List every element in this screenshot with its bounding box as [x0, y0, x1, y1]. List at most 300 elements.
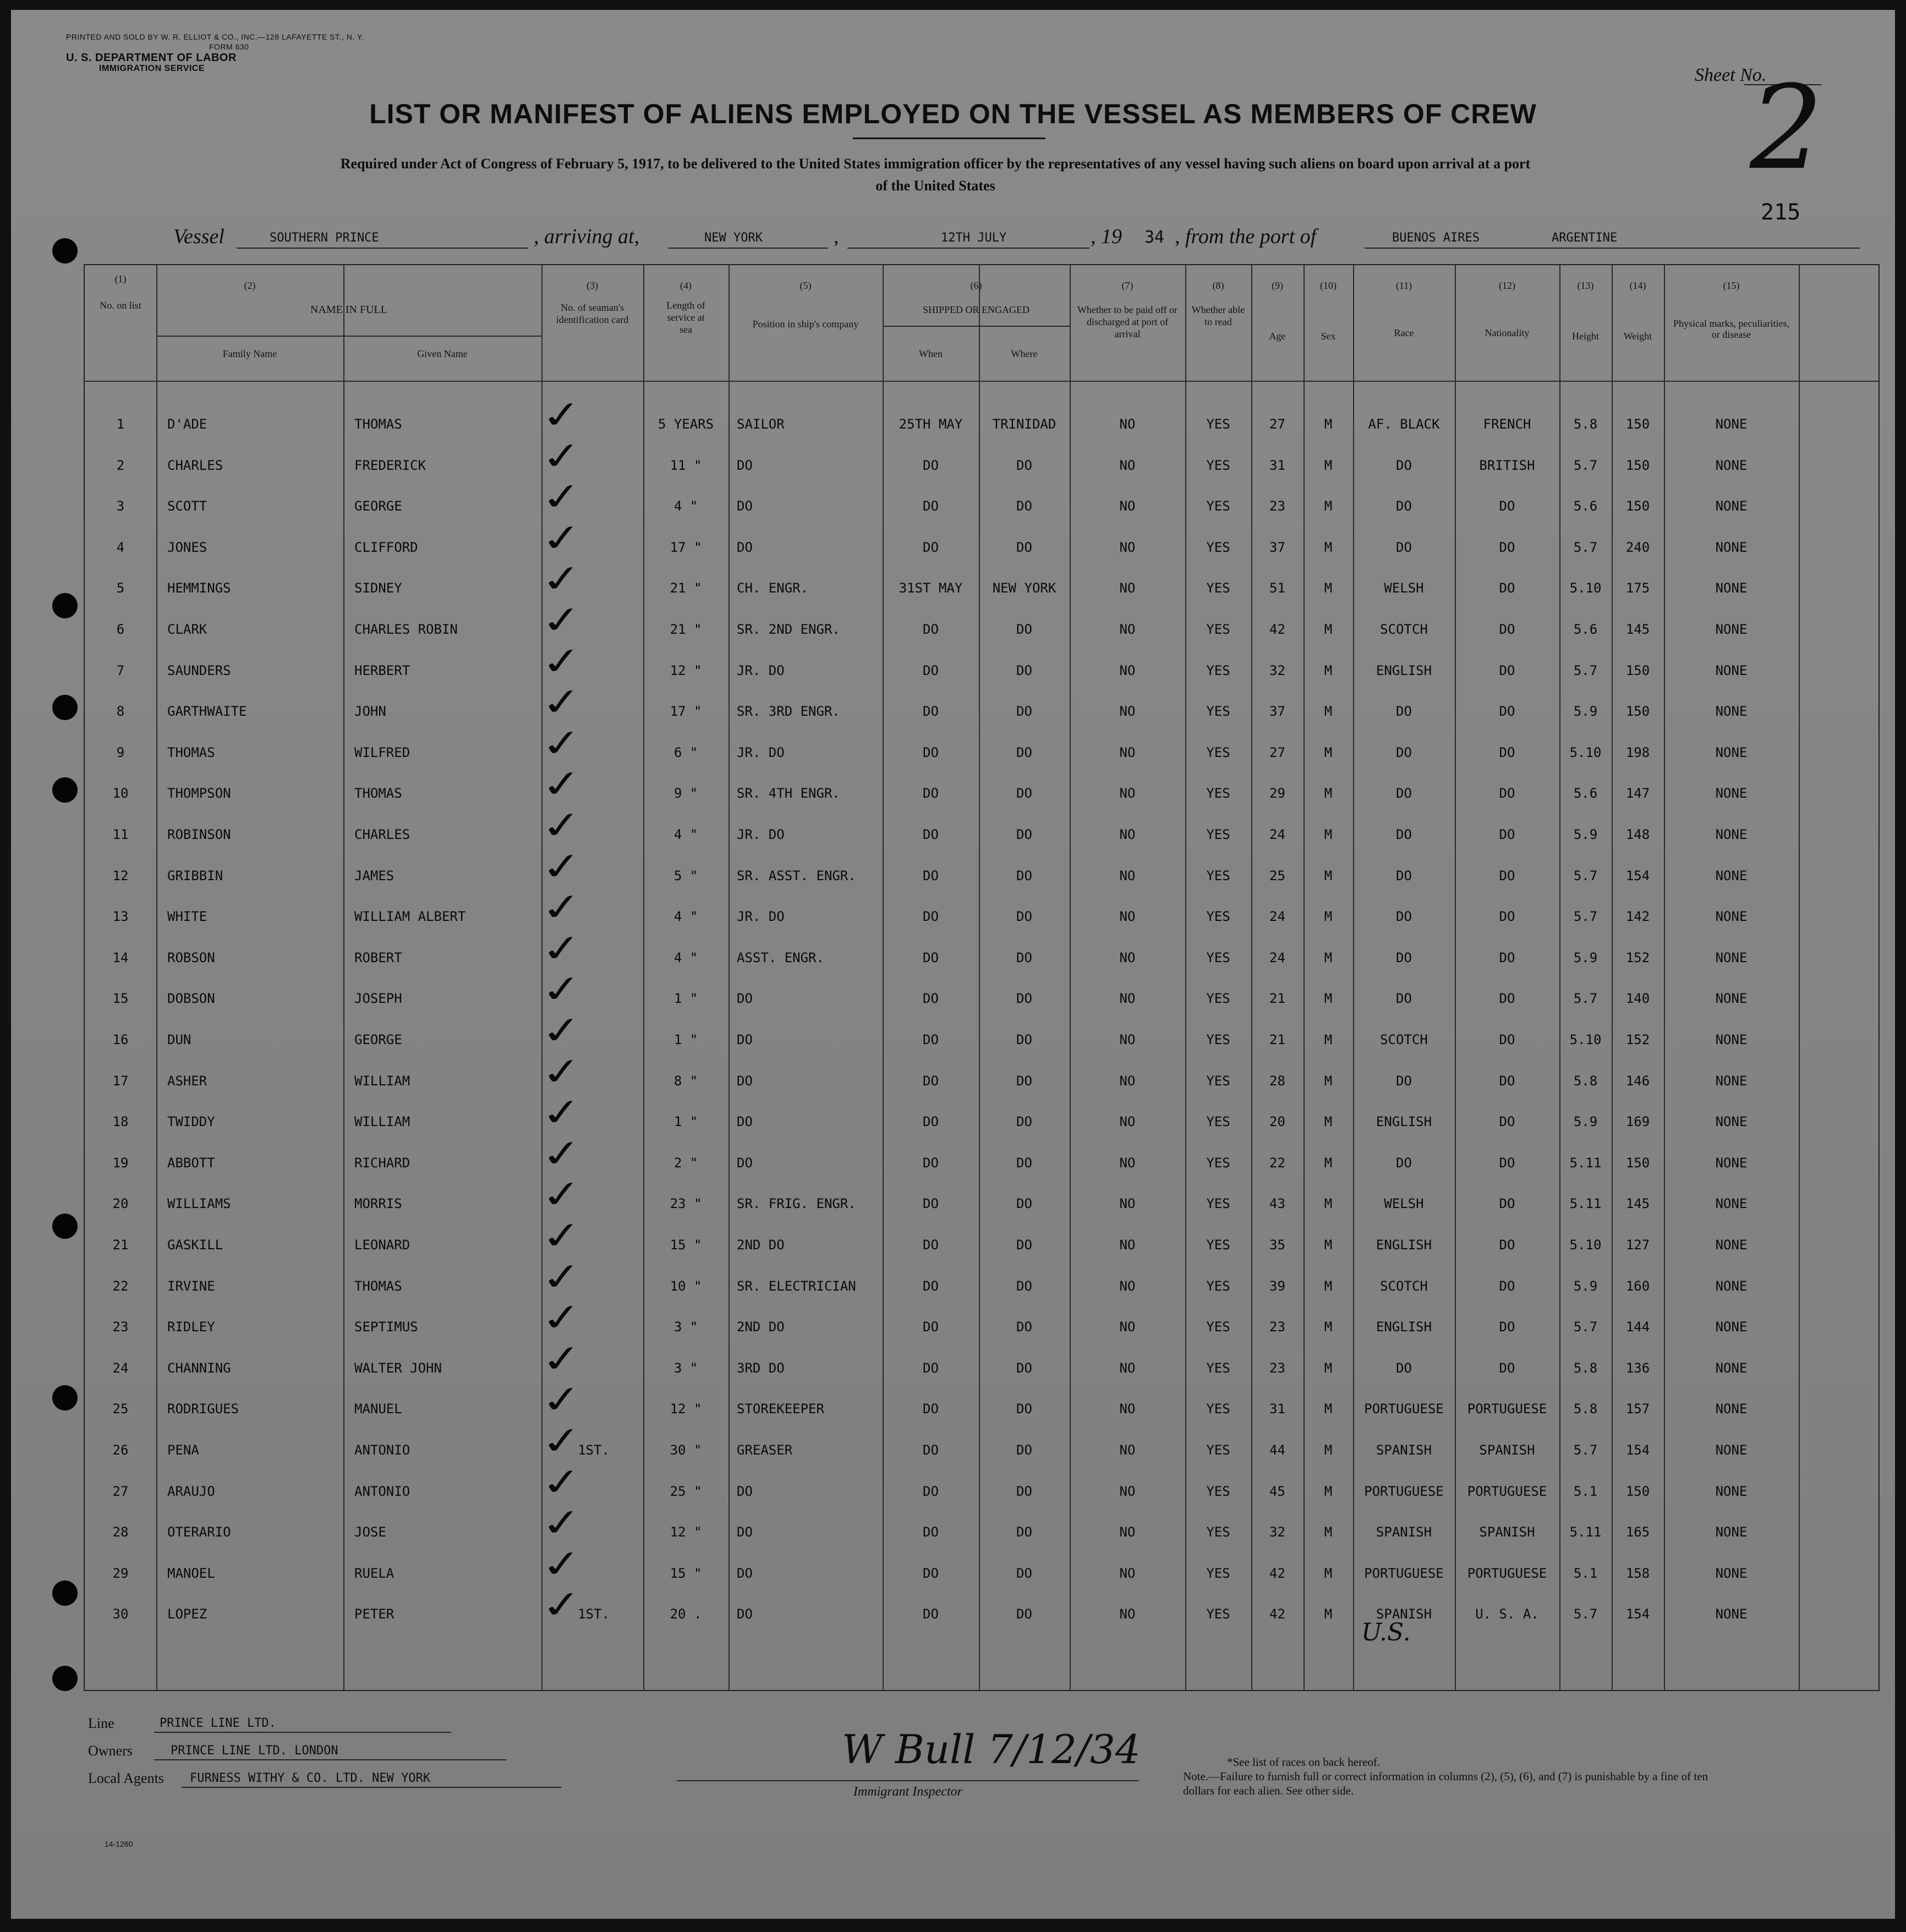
cell-nationality: U. S. A. [1475, 1606, 1539, 1622]
check-mark-icon: ✓ [538, 926, 585, 972]
cell-shipped-when: DO [923, 868, 939, 883]
cell-nationality: PORTUGUESE [1467, 1566, 1547, 1581]
cell-race: AF. BLACK [1368, 416, 1440, 432]
cell-shipped-when: DO [923, 991, 939, 1006]
cell-row-number: 11 [112, 827, 129, 842]
cell-service-length: 20 . [670, 1606, 702, 1622]
cell-shipped-when: DO [923, 1278, 939, 1294]
cell-nationality: DO [1499, 1360, 1515, 1376]
cell-family-name: DOBSON [167, 991, 215, 1006]
cell-able-to-read: YES [1206, 1606, 1230, 1622]
cell-shipped-where: DO [1016, 663, 1032, 678]
form-code: 14-1260 [105, 1840, 133, 1848]
cell-ship-position: SR. FRIG. ENGR. [737, 1196, 856, 1211]
col-14-number: (14) [1629, 280, 1646, 291]
cell-age: 43 [1269, 1196, 1285, 1211]
form-number: FORM 630 [209, 42, 249, 51]
cell-physical-marks: NONE [1715, 1319, 1748, 1335]
cell-height: 5.7 [1573, 458, 1598, 473]
cell-physical-marks: NONE [1715, 1360, 1748, 1376]
cell-family-name: GASKILL [167, 1237, 223, 1253]
cell-race: DO [1396, 786, 1412, 801]
cell-shipped-where: DO [1016, 1278, 1032, 1294]
cell-given-name: GEORGE [354, 1032, 402, 1047]
cell-age: 23 [1269, 1360, 1285, 1376]
cell-ship-position: DO [737, 1566, 753, 1581]
cell-shipped-when: DO [923, 1032, 939, 1047]
cell-physical-marks: NONE [1715, 704, 1748, 719]
cell-weight: 127 [1625, 1237, 1650, 1253]
cell-paid-off: NO [1119, 745, 1136, 760]
cell-physical-marks: NONE [1715, 1237, 1748, 1253]
cell-shipped-where: DO [1016, 1073, 1032, 1089]
cell-service-length: 11 " [670, 458, 702, 473]
cell-paid-off: NO [1119, 1566, 1136, 1581]
cell-nationality: DO [1499, 1155, 1515, 1171]
cell-given-name: JAMES [354, 868, 395, 883]
cell-shipped-where: NEW YORK [992, 580, 1056, 596]
cell-row-number: 9 [116, 745, 125, 760]
cell-weight: 152 [1625, 1032, 1650, 1047]
cell-nationality: DO [1499, 745, 1515, 760]
arrival-date-line [847, 248, 1089, 249]
cell-service-length: 12 " [670, 663, 702, 678]
from-port-line [1365, 248, 1860, 249]
cell-service-length: 3 " [673, 1360, 698, 1376]
cell-sex: M [1324, 540, 1333, 555]
cell-given-name: PETER [354, 1606, 395, 1622]
cell-height: 5.7 [1573, 540, 1598, 555]
cell-row-number: 13 [112, 909, 129, 924]
cell-service-length: 4 " [673, 498, 698, 514]
cell-sex: M [1324, 498, 1333, 514]
cell-nationality: DO [1499, 950, 1515, 965]
cell-family-name: CLARK [167, 622, 207, 637]
cell-sex: M [1324, 991, 1333, 1006]
line-field [88, 1715, 276, 1732]
cell-height: 5.10 [1569, 580, 1602, 596]
cell-height: 5.9 [1573, 950, 1598, 965]
cell-height: 5.1 [1573, 1566, 1598, 1581]
agents-value: FURNESS WITHY & CO. LTD. NEW YORK [190, 1771, 431, 1785]
cell-height: 5.6 [1573, 498, 1598, 514]
cell-shipped-where: DO [1016, 991, 1032, 1006]
cell-weight: 146 [1625, 1073, 1650, 1089]
cell-service-length: 2 " [673, 1155, 698, 1171]
cell-race: DO [1396, 868, 1412, 883]
cell-weight: 144 [1625, 1319, 1650, 1335]
cell-race: DO [1396, 745, 1412, 760]
cell-physical-marks: NONE [1715, 950, 1748, 965]
cell-weight: 142 [1625, 909, 1650, 924]
check-mark-icon: ✓ [538, 1213, 585, 1259]
check-mark-icon: ✓ [538, 392, 585, 438]
cell-race: DO [1396, 909, 1412, 924]
cell-given-name: ANTONIO [354, 1442, 410, 1458]
cell-shipped-where: TRINIDAD [992, 416, 1056, 432]
cell-service-length: 21 " [670, 622, 702, 637]
binder-hole [52, 238, 78, 264]
cell-shipped-where: DO [1016, 1606, 1032, 1622]
cell-height: 5.7 [1573, 909, 1598, 924]
cell-paid-off: NO [1119, 1155, 1136, 1171]
cell-shipped-where: DO [1016, 1566, 1032, 1581]
cell-paid-off: NO [1119, 1319, 1136, 1335]
check-mark-icon: ✓ [538, 1254, 585, 1300]
cell-shipped-where: DO [1016, 745, 1032, 760]
cell-ship-position: SR. 3RD ENGR. [737, 704, 840, 719]
cell-age: 20 [1269, 1114, 1285, 1129]
cell-family-name: CHARLES [167, 458, 223, 473]
cell-shipped-when: DO [923, 1155, 939, 1171]
cell-row-number: 1 [116, 416, 125, 432]
cell-given-name: RICHARD [354, 1155, 410, 1171]
cell-given-name: THOMAS [354, 786, 402, 801]
cell-sex: M [1324, 1237, 1333, 1253]
cell-ship-position: DO [737, 1073, 753, 1089]
from-port: BUENOS AIRES [1392, 231, 1480, 245]
cell-service-length: 12 " [670, 1524, 702, 1540]
cell-family-name: THOMAS [167, 745, 215, 760]
cell-physical-marks: NONE [1715, 1606, 1748, 1622]
cell-race: PORTUGUESE [1364, 1401, 1444, 1417]
cell-shipped-when: DO [923, 909, 939, 924]
cell-given-name: CHARLES ROBIN [354, 622, 458, 637]
cell-physical-marks: NONE [1715, 827, 1748, 842]
cell-given-name: SEPTIMUS [354, 1319, 418, 1335]
cell-physical-marks: NONE [1715, 1442, 1748, 1458]
cell-weight: 154 [1625, 1442, 1650, 1458]
check-mark-icon: ✓ [538, 597, 585, 644]
cell-row-number: 19 [112, 1155, 129, 1171]
binder-hole [52, 593, 78, 618]
department-name: U. S. DEPARTMENT OF LABOR [66, 52, 237, 64]
cell-sex: M [1324, 1484, 1333, 1499]
cell-row-number: 8 [116, 704, 125, 719]
cell-age: 51 [1269, 580, 1285, 596]
cell-family-name: WHITE [167, 909, 207, 924]
cell-weight: 175 [1625, 580, 1650, 596]
cell-age: 35 [1269, 1237, 1285, 1253]
cell-race: DO [1396, 827, 1412, 842]
cell-family-name: LOPEZ [167, 1606, 207, 1622]
cell-family-name: WILLIAMS [167, 1196, 231, 1211]
cell-age: 27 [1269, 416, 1285, 432]
check-mark-icon: ✓ [538, 761, 585, 808]
cell-shipped-when: DO [923, 1401, 939, 1417]
cell-nationality: DO [1499, 1196, 1515, 1211]
cell-shipped-where: DO [1016, 1032, 1032, 1047]
cell-given-name: RUELA [354, 1566, 395, 1581]
cell-given-name: HERBERT [354, 663, 410, 678]
cell-able-to-read: YES [1206, 909, 1230, 924]
col-7-header: Whether to be paid off or discharged at port of arrival [1077, 304, 1178, 339]
check-mark-icon: ✓ [538, 1377, 585, 1423]
binder-hole [52, 1666, 78, 1691]
cell-age: 24 [1269, 827, 1285, 842]
cell-paid-off: NO [1119, 868, 1136, 883]
cell-shipped-when: DO [923, 950, 939, 965]
cell-service-length: 12 " [670, 1401, 702, 1417]
cell-shipped-when: DO [923, 745, 939, 760]
service-name: IMMIGRATION SERVICE [99, 64, 205, 73]
binder-hole [52, 777, 78, 803]
cell-ship-position: DO [737, 1155, 753, 1171]
cell-shipped-where: DO [1016, 1360, 1032, 1376]
cell-shipped-where: DO [1016, 786, 1032, 801]
cell-race: DO [1396, 540, 1412, 555]
manifest-sheet: PRINTED AND SOLD BY W. R. ELLIOT & CO., INC.—128 LAFAYETTE ST., N. Y. FORM 630 U. S. DEPARTMENT OF LABOR IMMIGRATION SERVICE Sheet No. 2 215 LIST OR MANIFEST OF ALIENS EMPLOYED ON THE VESSEL AS MEMBERS OF CREW Required under Act of Congress of February 5, 1917, to be delivered to the United States immigration officer by the representatives of any vessel having such aliens on board upon arrival at a port of the United States Vessel SOUTHERN PRINCE , arriving at, NEW YORK , 12TH JULY , 19 34 , from the port of BUENOS AIRES ARGENTINE (1) No. on list (2) NAME IN FULL Family Name Given Name (3) No. of seaman's identification card (4) Length of service at sea (5) Position in ship's company (6) SHIPPED OR ENGAGED When Where (7) Whether to be paid off or discharged at port of arrival (8) Whether able to read (9) Age (10) Sex (11) Race (12) Nationality (13) Height (14) Weight (15) Physical marks, peculiarities, or disease 1 D'ADE THOMAS 5 YEARS SAILOR 25TH MAY TRINIDAD NO YES 27 M AF. BLACK FRENCH 5.8 150 NONE ✓ 2 CHARLES FREDERICK 11 " DO DO DO NO YES 31 M DO BRITISH 5.7 150 NONE ✓ 3 SCOTT GEORGE 4 " DO DO DO NO YES 23 M DO DO 5.6 150 NONE ✓ 4 JONES CLIFFORD 17 " DO DO DO NO YES 37 M DO DO 5.7 240 NONE ✓ 5 HEMMINGS SIDNEY 21 " CH. ENGR. 31ST MAY NEW YORK NO YES 51 M WELSH DO 5.10 175 NONE ✓ 6 CLARK CHARLES ROBIN 21 " SR. 2ND ENGR. DO DO NO YES 42 M SCOTCH DO 5.6 145 NONE ✓ 7 SAUNDERS HERBERT 12 " JR. DO DO DO NO YES 32 M ENGLISH DO 5.7 150 NONE ✓ 8 GARTHWAITE JOHN 17 " SR. 3RD ENGR. DO DO NO YES 37 M DO DO 5.9 150 NONE ✓ 9 THOMAS WILFRED 6 " JR. DO DO DO NO YES 27 M DO DO 5.10 198 NONE ✓ 10 THOMPSON THOMAS 9 " SR. 4TH ENGR. DO DO NO YES 29 M DO DO 5.6 147 NONE ✓ 11 ROBINSON CHARLES 4 " JR. DO DO DO NO YES 24 M DO DO 5.9 148 NONE ✓ 12 GRIBBIN JAMES 5 " SR. ASST. ENGR. DO DO NO YES 25 M DO DO 5.7 154 NONE ✓ 13 WHITE WILLIAM ALBERT 4 " JR. DO DO DO NO YES 24 M DO DO 5.7 142 NONE ✓ 14 ROBSON ROBERT 4 " ASST. ENGR. DO DO NO YES 24 M DO DO 5.9 152 NONE ✓ 15 DOBSON JOSEPH 1 " DO DO DO NO YES 21 M DO DO 5.7 140 NONE ✓ 16 DUN GEORGE 1 " DO DO DO NO YES 21 M SCOTCH DO 5.10 152 NONE ✓ 17 ASHER WILLIAM 8 " DO DO DO NO YES 28 M DO DO 5.8 146 NONE ✓ 18 TWIDDY WILLIAM 1 " DO DO DO NO YES 20 M ENGLISH DO 5.9 169 NONE ✓ 19 ABBOTT RICHARD 2 " DO DO DO NO YES 22 M DO DO 5.11 150 NONE ✓ 20 WILLIAMS MORRIS 23 " SR. FRIG. ENGR. DO DO NO YES 43 M WELSH DO 5.11 145 NONE ✓ 21 GASKILL LEONARD 15 " 2ND DO DO DO NO YES 35 M ENGLISH DO 5.10 127 NONE ✓ 22 IRVINE THOMAS 10 " SR. ELECTRICIAN DO DO NO YES 39 M SCOTCH DO 5.9 160 NONE ✓ 23 RIDLEY SEPTIMUS 3 " 2ND DO DO DO NO YES 23 M ENGLISH DO 5.7 144 NONE ✓ 24 CHANNING WALTER JOHN 3 " 3RD DO DO DO NO YES 23 M DO DO 5.8 136 NONE ✓ 25 RODRIGUES MANUEL 12 " STOREKEEPER DO DO NO YES 31 M PORTUGUESE PORTUGUESE 5.8 157 NONE ✓ 26 PENA ANTONIO 1ST. 30 " GREASER DO DO NO YES 44 M SPANISH SPANISH 5.7 154 NONE ✓ 27 ARAUJO ANTONIO 25 " DO DO DO NO YES 45 M PORTUGUESE PORTUGUESE 5.1 150 NONE ✓ 28 OTERARIO JOSE 12 " DO DO DO NO YES 32 M SPANISH SPANISH 5.11 165 NONE ✓ 29 MANOEL RUELA 15 " DO DO DO NO YES 42 M PORTUGUESE PORTUGUESE 5.1 158 NONE ✓ 30 LOPEZ PETER 1ST. 20 . DO DO DO NO YES 42 M SPANISH U. S. A. 5.7 154 NONE ✓ U.S. Line PRINCE LINE LTD. Owners PRINCE LINE LTD. LONDON Local Agents FURNESS WITHY & CO. LTD. NEW YORK W Bull 7/12/34 Immigrant Inspector *See list of races on back hereof. Note.—Failure to furnish full or correct information in columns (2), (5), (6), and (7) is punishable by a fine of ten dollars for each alien. See other side. 14-1260 [11, 10, 1895, 1919]
cell-shipped-when: DO [923, 1237, 939, 1253]
cell-race: DO [1396, 498, 1412, 514]
col-11-header: Race [1394, 327, 1414, 338]
check-mark-icon: ✓ [538, 1418, 585, 1464]
cell-height: 5.6 [1573, 622, 1598, 637]
cell-shipped-when: DO [923, 663, 939, 678]
cell-able-to-read: YES [1206, 1319, 1230, 1335]
crew-manifest-table [84, 264, 1880, 1691]
cell-paid-off: NO [1119, 663, 1136, 678]
cell-given-name: JOSE [354, 1524, 386, 1540]
cell-family-name: ROBSON [167, 950, 215, 965]
col-4-number: (4) [680, 280, 692, 291]
cell-family-name: IRVINE [167, 1278, 215, 1294]
cell-able-to-read: YES [1206, 1196, 1230, 1211]
cell-physical-marks: NONE [1715, 458, 1748, 473]
cell-weight: 150 [1625, 498, 1650, 514]
cell-service-length: 3 " [673, 1319, 698, 1335]
cell-sex: M [1324, 416, 1333, 432]
cell-nationality: DO [1499, 1237, 1515, 1253]
cell-sex: M [1324, 1401, 1333, 1417]
cell-row-number: 4 [116, 540, 125, 555]
arriving-label: , arriving at, [534, 225, 640, 248]
cell-sex: M [1324, 1606, 1333, 1622]
cell-service-length: 17 " [670, 540, 702, 555]
cell-age: 21 [1269, 991, 1285, 1006]
cell-able-to-read: YES [1206, 1073, 1230, 1089]
subtitle [138, 153, 1733, 197]
cell-sex: M [1324, 1278, 1333, 1294]
cell-paid-off: NO [1119, 416, 1136, 432]
cell-shipped-where: DO [1016, 1401, 1032, 1417]
cell-ship-position: DO [737, 1032, 753, 1047]
cell-nationality: PORTUGUESE [1467, 1401, 1547, 1417]
cell-ship-position: 2ND DO [737, 1237, 785, 1253]
cell-shipped-where: DO [1016, 1114, 1032, 1129]
cell-age: 23 [1269, 1319, 1285, 1335]
cell-paid-off: NO [1119, 1278, 1136, 1294]
cell-nationality: DO [1499, 1114, 1515, 1129]
cell-age: 23 [1269, 498, 1285, 514]
cell-physical-marks: NONE [1715, 868, 1748, 883]
cell-physical-marks: NONE [1715, 498, 1748, 514]
check-mark-icon: ✓ [538, 639, 585, 685]
cell-row-number: 10 [112, 786, 129, 801]
cell-shipped-where: DO [1016, 1524, 1032, 1540]
cell-shipped-where: DO [1016, 868, 1032, 883]
cell-shipped-where: DO [1016, 909, 1032, 924]
cell-nationality: BRITISH [1479, 458, 1535, 473]
cell-paid-off: NO [1119, 458, 1136, 473]
cell-family-name: OTERARIO [167, 1524, 231, 1540]
cell-height: 5.9 [1573, 827, 1598, 842]
cell-given-name: JOSEPH [354, 991, 402, 1006]
cell-paid-off: NO [1119, 1442, 1136, 1458]
cell-race: DO [1396, 950, 1412, 965]
title-rule [853, 138, 1045, 139]
cell-service-length: 17 " [670, 704, 702, 719]
cell-physical-marks: NONE [1715, 1401, 1748, 1417]
col-2-number: (2) [244, 280, 256, 291]
cell-service-length: 30 " [670, 1442, 702, 1458]
cell-shipped-where: DO [1016, 458, 1032, 473]
cell-given-name: WILLIAM ALBERT [354, 909, 466, 924]
cell-weight: 240 [1625, 540, 1650, 555]
cell-race: SPANISH [1376, 1606, 1432, 1622]
cell-physical-marks: NONE [1715, 909, 1748, 924]
check-mark-icon: ✓ [538, 1459, 585, 1506]
cell-physical-marks: NONE [1715, 1155, 1748, 1171]
cell-row-number: 7 [116, 663, 125, 678]
cell-row-number: 25 [112, 1401, 129, 1417]
owners-label: Owners [88, 1743, 133, 1759]
col-15-header: Physical marks, peculiarities, or disease [1673, 318, 1789, 340]
cell-shipped-where: DO [1016, 1237, 1032, 1253]
cell-family-name: RIDLEY [167, 1319, 215, 1335]
cell-race: PORTUGUESE [1364, 1566, 1444, 1581]
cell-ship-position: SR. 2ND ENGR. [737, 622, 840, 637]
cell-nationality: DO [1499, 868, 1515, 883]
cell-shipped-when: DO [923, 1442, 939, 1458]
cell-service-length: 21 " [670, 580, 702, 596]
cell-sex: M [1324, 1319, 1333, 1335]
cell-ship-position: SR. ASST. ENGR. [737, 868, 856, 883]
agents-label: Local Agents [88, 1770, 164, 1786]
col-13-number: (13) [1577, 280, 1594, 291]
cell-shipped-when: DO [923, 622, 939, 637]
cell-able-to-read: YES [1206, 458, 1230, 473]
cell-sex: M [1324, 827, 1333, 842]
cell-able-to-read: YES [1206, 580, 1230, 596]
vessel-label: Vessel [173, 225, 224, 248]
cell-id-card: 1ST. [578, 1606, 610, 1622]
cell-paid-off: NO [1119, 1032, 1136, 1047]
cell-ship-position: DO [737, 540, 753, 555]
inspector-line [677, 1780, 1139, 1781]
cell-race: ENGLISH [1376, 1319, 1432, 1335]
cell-age: 44 [1269, 1442, 1285, 1458]
cell-paid-off: NO [1119, 1360, 1136, 1376]
cell-height: 5.7 [1573, 868, 1598, 883]
cell-ship-position: DO [737, 498, 753, 514]
cell-height: 5.10 [1569, 745, 1602, 760]
sheet-label: Sheet No. [1695, 65, 1767, 85]
cell-nationality: DO [1499, 663, 1515, 678]
cell-row-number: 14 [112, 950, 129, 965]
check-mark-icon: ✓ [538, 433, 585, 480]
cell-able-to-read: YES [1206, 745, 1230, 760]
cell-sex: M [1324, 663, 1333, 678]
cell-age: 31 [1269, 458, 1285, 473]
cell-ship-position: JR. DO [737, 745, 785, 760]
cell-paid-off: NO [1119, 1196, 1136, 1211]
cell-sex: M [1324, 786, 1333, 801]
check-mark-icon: ✓ [538, 1172, 585, 1218]
cell-sex: M [1324, 1442, 1333, 1458]
sheet-number: 2 [1750, 61, 1823, 195]
cell-height: 5.10 [1569, 1032, 1602, 1047]
cell-shipped-when: DO [923, 786, 939, 801]
col-5-header: Position in ship's company [752, 319, 859, 330]
cell-given-name: MORRIS [354, 1196, 402, 1211]
cell-service-length: 1 " [673, 991, 698, 1006]
race-annotation: U.S. [1361, 1618, 1411, 1646]
cell-shipped-where: DO [1016, 827, 1032, 842]
cell-height: 5.1 [1573, 1484, 1598, 1499]
cell-height: 5.8 [1573, 1401, 1598, 1417]
cell-age: 45 [1269, 1484, 1285, 1499]
cell-weight: 154 [1625, 1606, 1650, 1622]
cell-shipped-where: DO [1016, 704, 1032, 719]
cell-physical-marks: NONE [1715, 786, 1748, 801]
cell-nationality: SPANISH [1479, 1442, 1535, 1458]
cell-able-to-read: YES [1206, 1114, 1230, 1129]
col-12-number: (12) [1499, 280, 1515, 291]
cell-given-name: GEORGE [354, 498, 402, 514]
cell-paid-off: NO [1119, 1484, 1136, 1499]
cell-paid-off: NO [1119, 1524, 1136, 1540]
col-2-family-header: Family Name [222, 348, 277, 359]
cell-paid-off: NO [1119, 786, 1136, 801]
cell-nationality: DO [1499, 991, 1515, 1006]
cell-service-length: 6 " [673, 745, 698, 760]
cell-shipped-when: DO [923, 1524, 939, 1540]
cell-row-number: 3 [116, 498, 125, 514]
cell-weight: 150 [1625, 416, 1650, 432]
cell-family-name: MANOEL [167, 1566, 215, 1581]
col-2-header: NAME IN FULL [310, 304, 387, 316]
cell-family-name: HEMMINGS [167, 580, 231, 596]
cell-age: 37 [1269, 540, 1285, 555]
agents-underline [182, 1787, 561, 1788]
cell-height: 5.7 [1573, 1606, 1598, 1622]
cell-service-length: 5 " [673, 868, 698, 883]
cell-weight: 154 [1625, 868, 1650, 883]
cell-sex: M [1324, 458, 1333, 473]
cell-paid-off: NO [1119, 704, 1136, 719]
cell-physical-marks: NONE [1715, 1196, 1748, 1211]
cell-family-name: ARAUJO [167, 1484, 215, 1499]
cell-shipped-when: DO [923, 540, 939, 555]
printer-line: PRINTED AND SOLD BY W. R. ELLIOT & CO., INC.—128 LAFAYETTE ST., N. Y. [66, 32, 364, 41]
cell-weight: 150 [1625, 1484, 1650, 1499]
col-1-header: No. on list [100, 300, 141, 311]
cell-row-number: 21 [112, 1237, 129, 1253]
cell-paid-off: NO [1119, 1073, 1136, 1089]
cell-race: DO [1396, 1155, 1412, 1171]
cell-age: 39 [1269, 1278, 1285, 1294]
cell-row-number: 29 [112, 1566, 129, 1581]
owners-underline [154, 1759, 506, 1760]
line-label: Line [88, 1715, 114, 1731]
cell-shipped-where: DO [1016, 1484, 1032, 1499]
owners-field [88, 1743, 338, 1759]
cell-ship-position: GREASER [737, 1442, 793, 1458]
cell-race: ENGLISH [1376, 663, 1432, 678]
cell-sex: M [1324, 1073, 1333, 1089]
cell-able-to-read: YES [1206, 1278, 1230, 1294]
